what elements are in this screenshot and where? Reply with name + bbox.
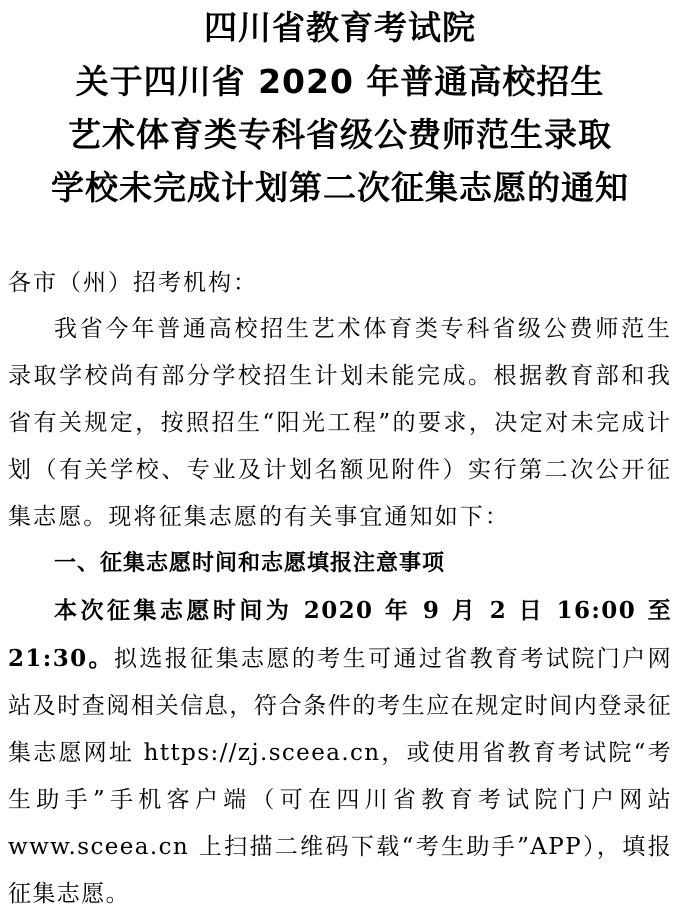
intro-paragraph: 我省今年普通高校招生艺术体育类专科省级公费师范生录取学校尚有部分学校招生计划未能完成。根据教育部和我省有关规定，按照招生“阳光工程”的要求，决定对未完成计划（有关学校、专业及计划名额见附件）实行第二次公开征集志愿。现将征集志愿的有关事宜通知如下： (8, 316, 672, 530)
section-1-paragraph (8, 587, 672, 918)
section-1-time-statement: 本次征集志愿时间为 2020 年 9 月 2 日 16:00 至 21:30。 (8, 597, 672, 672)
document-title-line-3: 艺术体育类专科省级公费师范生录取 (68, 115, 612, 154)
document-title-line-4: 学校未完成计划第二次征集志愿的通知 (51, 168, 629, 207)
document-title-line-2: 关于四川省 2020 年普通高校招生 (75, 62, 605, 101)
section-heading-1: 一、征集志愿时间和志愿填报注意事项 (54, 551, 446, 576)
document-title-line-1: 四川省教育考试院 (204, 8, 476, 47)
section-1-body: 拟选报征集志愿的考生可通过省教育考试院门户网站及时查阅相关信息，符合条件的考生应在规定时间内登录征集志愿网址 https://zj.sceea.cn，或使用省教育考试院“考生助手”手机客户端（可在四川省教育考试院门户网站 www.sceea.cn 上扫描二维码下载“考生助手”APP），填报征集志愿。 (8, 646, 672, 907)
salutation: 各市（州）招考机构： (8, 270, 258, 296)
